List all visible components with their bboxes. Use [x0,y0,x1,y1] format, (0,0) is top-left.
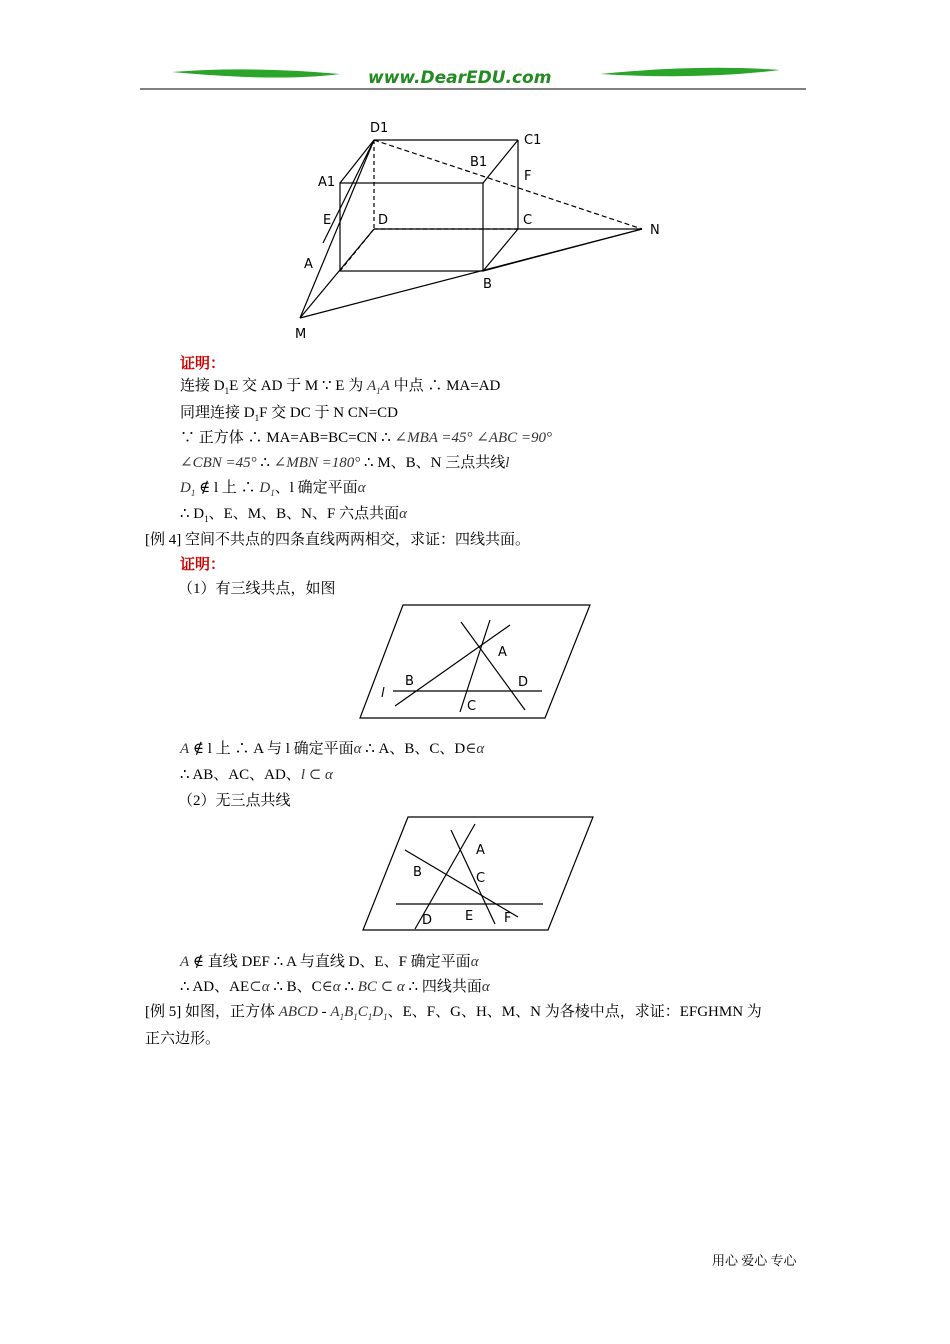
fig3-label-D: D [422,913,433,928]
case2-heading: （2）无三点共线 [178,793,291,809]
proof1-line3: ∵ 正方体 ∴ MA=AB=BC=CN ∴ ∠MBA =45° ∠ABC =90° [180,430,553,446]
case1-line2: ∴ AB、AC、AD、l ⊂ α [180,767,333,783]
label-F: F [524,169,532,184]
plane-figure-2 [358,812,598,937]
fig2-label-l: l [381,686,385,701]
label-D: D [378,213,389,228]
fig2-label-C: C [467,699,477,714]
case1-heading: （1）有三线共点，如图 [178,581,336,597]
case2-line2: ∴ AD、AE⊂α ∴ B、C∈α ∴ BC ⊂ α ∴ 四线共面α [180,979,490,995]
site-logo-text: www.DearEDU.com [368,68,552,88]
fig2-label-B: B [405,674,414,689]
cuboid-figure [290,118,680,346]
label-N: N [650,223,660,238]
fig2-label-D: D [518,675,529,690]
label-A1: A1 [318,175,336,190]
label-C: C [523,213,533,228]
label-M: M [295,327,307,342]
label-B: B [483,277,492,292]
fig3-label-E: E [465,909,474,924]
fig2-label-A: A [498,645,507,660]
example4-title: [例 4] 空间不共点的四条直线两两相交，求证：四线共面。 [145,532,530,548]
label-B1: B1 [470,155,488,170]
label-D1: D1 [370,121,389,136]
fig3-label-A: A [476,843,485,858]
footer-text: 用心 爱心 专心 [712,1253,797,1268]
label-E: E [323,213,332,228]
fig3-label-C: C [476,871,486,886]
proof-label-2: 证明： [180,557,226,573]
proof1-line2: 同理连接 $D_1F$ 交 DC 于 N CN=CD [180,405,398,423]
case1-line1: A ∉ l 上 ∴ A 与 l 确定平面α ∴ A、B、C、D∈α [180,741,485,757]
case2-line1: A ∉ 直线 DEF ∴ A 与直线 D、E、F 确定平面α [180,954,479,970]
fig3-label-B: B [413,865,422,880]
proof1-line1: 连接 $D_1E$ 交 AD 于 M ∵ E 为 $A_1A$ 中点 ∴ MA=AD [180,378,501,396]
proof1-line6: ∴ $D_1$、E、M、B、N、F 六点共面α [180,506,407,524]
plane-figure-1 [355,600,595,725]
fig3-label-F: F [504,911,512,926]
label-C1: C1 [524,133,542,148]
example5-line2: 正六边形。 [145,1031,221,1047]
proof1-line5: $D_1$ ∉ l 上 ∴ $D_1$、l 确定平面α [180,480,366,498]
proof-label-1: 证明： [180,356,226,372]
proof1-line4: ∠CBN =45° ∴ ∠MBN =180° ∴ M、B、N 三点共线l [180,455,510,471]
label-A: A [304,257,313,272]
example5-line1: [例 5] 如图，正方体 ABCD - $A_1B_1C_1D_1$、E、F、G、H、M、N 为各棱中点，求证：EFGHMN 为 [145,1004,762,1022]
